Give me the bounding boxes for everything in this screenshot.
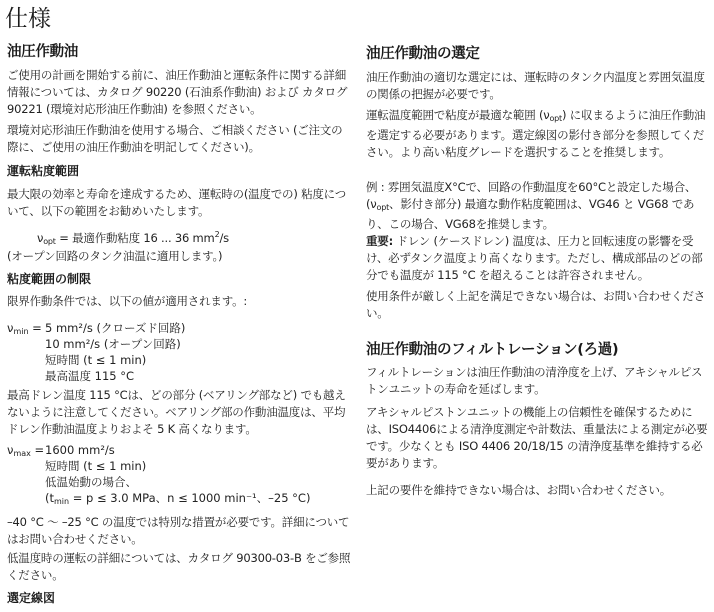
- vmin-line: 最高温度 115 °C: [45, 369, 135, 383]
- selection-example: 例 : 雰囲気温度X°Cで、回路の作動温度を60°Cと設定した場合、($\nu_{opt}$、影付き部分) 最適な動作粘度範囲は、VG46 と VG68 であり、この場合、VG68を推奨します。: [366, 180, 697, 231]
- vmax-line: 短時間 (t ≤ 1 min): [45, 459, 147, 473]
- selection-paragraph-1: 油圧作動油の適切な選定には、運転時のタンク内温度と雰囲気温度の関係の把握が必要です。: [366, 70, 705, 101]
- viscosity-limits-heading: 粘度範囲の制限: [7, 272, 92, 286]
- vmin-line: 5 mm²/s (クローズド回路): [45, 321, 186, 335]
- low-temperature-text: –40 °C 〜 –25 °C の温度では特別な措置が必要です。詳細についてはお問い合わせください。: [7, 515, 350, 546]
- vmin-block: [7, 320, 352, 384]
- important-note: 重要: ドレン (ケースドレン) 温度は、圧力と回転速度の影響を受け、必ずタンク温度より高くなります。ただし、構成部品のどの部分でも温度が 115 °C を超えることは許容されません。: [366, 234, 703, 282]
- filtration-paragraph-2: アキシャルピストンユニットの機能上の信頼性を確保するためには、ISO4406による清浄度測定や計数法、重量法による測定が必要です。少なくとも ISO 4406 20/18/15 の清浄度基準を維持する必要があります。: [366, 405, 708, 470]
- page-title: 仕様: [5, 6, 51, 32]
- section-title-hydraulic-fluid: 油圧作動油: [7, 44, 78, 60]
- section-title-fluid-selection: 油圧作動油の選定: [366, 46, 480, 62]
- viscosity-range-heading: 運転粘度範囲: [7, 164, 80, 178]
- vmax-values: [45, 442, 352, 510]
- filtration-paragraph-1: フィルトレーションは油圧作動油の清浄度を上げ、アキシャルピストンユニットの寿命を延ばします。: [366, 365, 703, 396]
- max-drain-temperature-text: 最高ドレン温度 115 °Cは、どの部分 (ベアリング部など) でも越えないように注意してください。ベアリング部の作動油温度は、平均ドレン作動油温度よりおよそ 5 K 高くなります。: [7, 388, 346, 436]
- vmax-block: [7, 442, 352, 510]
- vmin-values: [45, 320, 352, 384]
- intro-paragraph: ご使用の計画を開始する前に、油圧作動油と運転条件に関する詳細情報については、カタログ 90220 (石油系作動油) および カタログ 90221 (環境対応形油圧作動油) を参照ください。: [7, 68, 348, 116]
- section-title-filtration: 油圧作動油のフィルトレーション(ろ過): [366, 342, 619, 358]
- selection-contact-note: 使用条件が厳しく上記を満足できない場合は、お問い合わせください。: [366, 289, 705, 320]
- vmin-label: $\nu_{min}$ =: [7, 321, 42, 336]
- low-temperature-catalog-ref: 低温度時の運転の詳細については、カタログ 90300-03-B をご参照ください。: [7, 551, 351, 582]
- vopt-formula: $\nu_{opt}$ = 最適作動粘度 16 ... 36 $mm^2/s$: [37, 230, 229, 246]
- selection-paragraph-2: 運転温度範囲で粘度が最適な範囲 $(\nu_{opt})$ に収まるように油圧作動油を選定する必要があります。選定線図の影付き部分を参照してください。より高い粘度グレードを選択することを推奨します。: [366, 108, 706, 159]
- eco-fluid-note: 環境対応形油圧作動油を使用する場合、ご相談ください (ご注文の際に、ご使用の油圧作動油を明記してください)。: [7, 123, 343, 154]
- vmax-label: $\nu_{max}$ =: [7, 443, 45, 458]
- vmax-line: 1600 mm²/s: [45, 443, 115, 457]
- selection-chart-heading: 選定線図: [7, 591, 56, 605]
- vmax-line: 低温始動の場合、: [45, 475, 137, 489]
- viscosity-limits-text: 限界作動条件では、以下の値が適用されます。:: [7, 294, 248, 308]
- vmin-line: 短時間 (t ≤ 1 min): [45, 353, 147, 367]
- vopt-note: (オープン回路のタンク油温に適用します。): [7, 249, 223, 263]
- filtration-contact-note: 上記の要件を維持できない場合は、お問い合わせください。: [366, 483, 672, 497]
- viscosity-range-text: 最大限の効率と寿命を達成するため、運転時の(温度での) 粘度について、以下の範囲をお勧めいたします。: [7, 187, 347, 218]
- vmax-condition: ($t_{min} = p \le 3.0$ MPa、n ≤ 1000 min⁻¹、–25 °C): [45, 491, 311, 506]
- vmin-line: 10 mm²/s (オープン回路): [45, 337, 181, 351]
